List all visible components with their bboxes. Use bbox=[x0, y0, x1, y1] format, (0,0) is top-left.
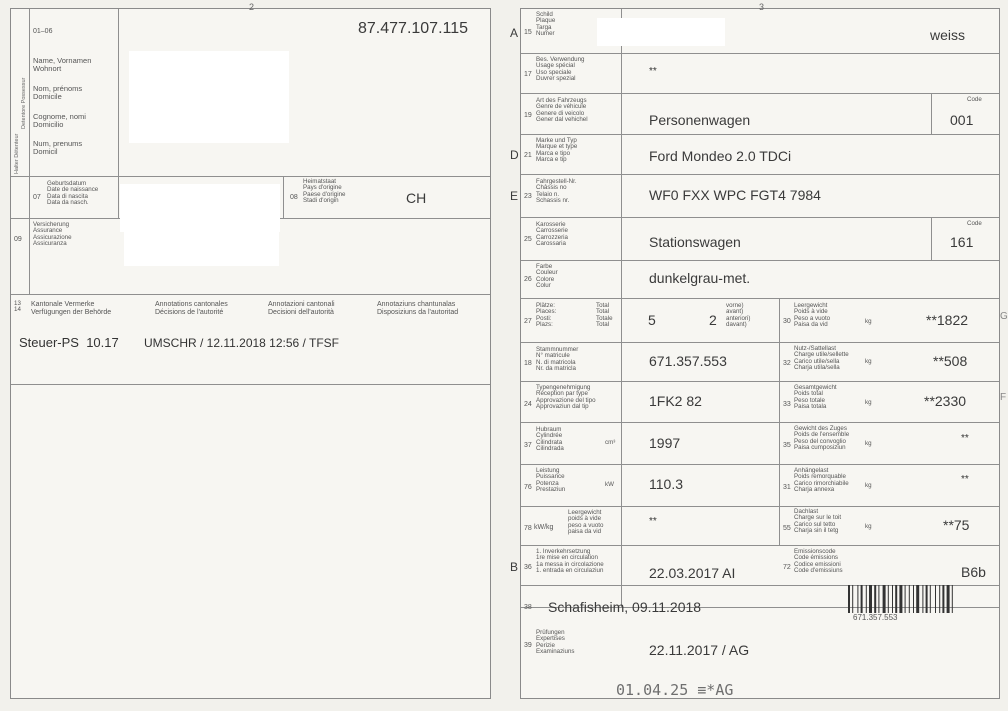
divider bbox=[521, 381, 999, 382]
f39-label: Prüfungen Expertises Perizie Examinaziuns bbox=[536, 629, 575, 656]
f72-value: B6b bbox=[961, 564, 986, 580]
f31-kg: kg bbox=[865, 482, 872, 489]
divider bbox=[779, 298, 780, 545]
f27-label-total: Total Total Totale Total bbox=[596, 302, 613, 329]
f27-value: 5 bbox=[648, 312, 656, 328]
divider bbox=[521, 134, 999, 135]
f55-label: Dachlast Charge sur le toit Carico sul tetto Charja sin il tetg bbox=[794, 508, 842, 535]
f32-num: 32 bbox=[783, 360, 791, 367]
f30-value: **1822 bbox=[926, 312, 969, 328]
f55-num: 55 bbox=[783, 525, 791, 532]
f19-num: 19 bbox=[524, 112, 532, 119]
f19-value: Personenwagen bbox=[649, 112, 751, 128]
field-01-label: 01–06 bbox=[33, 28, 53, 35]
divider bbox=[521, 545, 999, 546]
code-label: Code bbox=[967, 220, 982, 227]
f76-value: 110.3 bbox=[649, 476, 683, 492]
f17-label: Bes. Verwendung Usage spécial Uso speciale Duvrer spezial bbox=[536, 56, 585, 83]
f17-value: ** bbox=[649, 66, 657, 77]
divider bbox=[283, 176, 284, 218]
field-09-num: 09 bbox=[14, 236, 22, 243]
field-08-num: 08 bbox=[290, 194, 298, 201]
f35-kg: kg bbox=[865, 440, 872, 447]
divider bbox=[29, 9, 30, 294]
divider bbox=[521, 506, 999, 507]
holder-side-label: Halter Détenteur bbox=[14, 133, 20, 174]
divider bbox=[931, 217, 932, 260]
f27-front-label: vorne) avant) anteriori) davant) bbox=[726, 302, 751, 329]
f76-label: Leistung Puissance Potenza Prestaziun bbox=[536, 467, 566, 494]
divider bbox=[521, 342, 999, 343]
code-label: Code bbox=[967, 96, 982, 103]
field-07-label: Geburtsdatum Date de naissance Data di nascita Data da nasch. bbox=[47, 180, 99, 207]
redacted-plate bbox=[597, 18, 725, 46]
f26-num: 26 bbox=[524, 276, 532, 283]
f19-code: 001 bbox=[950, 112, 974, 128]
page-number-left: 2 bbox=[249, 2, 255, 12]
f23-value: WF0 FXX WPC FGT4 7984 bbox=[649, 187, 821, 203]
cantonal-header-fr: Annotations cantonales Décisions de l'autorité bbox=[155, 301, 228, 316]
f23-label: Fahrgestell-Nr. Châssis no Telaio n. Schassis nr. bbox=[536, 178, 577, 205]
f32-label: Nutz-/Sattellast Charge utile/sellette Carico utile/sella Charja utila/sella bbox=[794, 345, 849, 372]
f55-value: **75 bbox=[943, 517, 970, 533]
f18-label: Stammnummer N° matricule N. di matricola Nr. da matricla bbox=[536, 346, 579, 373]
divider bbox=[521, 174, 999, 175]
section-letter-d: D bbox=[510, 148, 519, 162]
f25-num: 25 bbox=[524, 236, 532, 243]
right-page bbox=[510, 2, 1000, 699]
barcode bbox=[846, 585, 994, 615]
divider bbox=[521, 93, 999, 94]
f72-num: 72 bbox=[783, 564, 791, 571]
f36-label: 1. Inverkehrsetzung 1re mise en circulation 1a messa in circolazione 1. entrada en circulaziun bbox=[536, 548, 604, 575]
section-letter-a: A bbox=[510, 26, 519, 40]
f24-label: Typengenehmigung Réception par type Approvazione del tipo Approvaziun dal tip bbox=[536, 384, 596, 411]
f27-front-value: 2 bbox=[709, 312, 717, 328]
f78-num: 78 bbox=[524, 525, 532, 532]
f36-value: 22.03.2017 AI bbox=[649, 565, 736, 581]
f33-num: 33 bbox=[783, 401, 791, 408]
f32-kg: kg bbox=[865, 358, 872, 365]
f33-label: Gesamtgewicht Poids total Peso totale Paisa totala bbox=[794, 384, 837, 411]
name-label-de: Name, Vornamen Wohnort bbox=[33, 56, 92, 73]
f31-num: 31 bbox=[783, 484, 791, 491]
redacted-insurance bbox=[124, 220, 279, 266]
cantonal-header-rm: Annotaziuns chantunalas Disposiziuns da l'autoritad bbox=[377, 301, 459, 316]
f38-num: 38 bbox=[524, 604, 532, 611]
f21-num: 21 bbox=[524, 152, 532, 159]
edge-mark-g: G bbox=[1000, 311, 1008, 322]
divider bbox=[521, 53, 999, 54]
divider bbox=[521, 422, 999, 423]
field-13-nums: 13 14 bbox=[14, 300, 21, 314]
field-09-label: Versicherung Assurance Assicurazione Assicuranza bbox=[33, 221, 72, 248]
f37-num: 37 bbox=[524, 442, 532, 449]
f15-label: Schild Plaque Targa Numer bbox=[536, 11, 556, 38]
f35-value: ** bbox=[961, 433, 969, 444]
f31-value: ** bbox=[961, 474, 969, 485]
f26-label: Farbe Couleur Colore Colur bbox=[536, 263, 558, 290]
f27-num: 27 bbox=[524, 318, 532, 325]
divider bbox=[521, 464, 999, 465]
f55-kg: kg bbox=[865, 523, 872, 530]
divider bbox=[118, 9, 119, 219]
f30-kg: kg bbox=[865, 318, 872, 325]
f35-label: Gewicht des Zuges Poids de l'ensemble Peso del convoglio Paisa cumposiziun bbox=[794, 425, 850, 452]
f25-label: Karosserie Carrosserie Carrozzeria Carossaria bbox=[536, 221, 568, 248]
cantonal-header-de: Kantonale Vermerke Verfügungen der Behörde bbox=[31, 301, 112, 316]
field-07-num: 07 bbox=[33, 194, 41, 201]
f78-unit: kW/kg bbox=[534, 524, 554, 531]
barcode-number: 671.357.553 bbox=[853, 613, 898, 622]
f36-num: 36 bbox=[524, 564, 532, 571]
f37-unit: cm³ bbox=[605, 439, 616, 446]
f76-unit: kW bbox=[605, 481, 614, 488]
f24-num: 24 bbox=[524, 401, 532, 408]
divider bbox=[931, 93, 932, 134]
f25-value: Stationswagen bbox=[649, 234, 741, 250]
redacted-name bbox=[129, 51, 289, 143]
f38-value: Schafisheim, 09.11.2018 bbox=[548, 599, 702, 615]
steuer-ps-text: Steuer-PS 10.17 bbox=[19, 335, 119, 350]
f72-label: Emissionscode Code émissions Codice emissioni Code d'emissiuns bbox=[794, 548, 843, 575]
f21-label: Marke und Typ Marque et type Marca e tipo Marca e tip bbox=[536, 137, 578, 164]
umschr-text: UMSCHR / 12.11.2018 12:56 / TFSF bbox=[144, 336, 339, 350]
f39-num: 39 bbox=[524, 642, 532, 649]
f27-label: Plätze: Places: Posti: Plazs: bbox=[536, 302, 557, 329]
divider bbox=[11, 384, 490, 385]
cantonal-header-it: Annotazioni cantonali Decisioni dell'autorità bbox=[268, 301, 335, 316]
f30-num: 30 bbox=[783, 318, 791, 325]
divider bbox=[521, 217, 999, 218]
f18-num: 18 bbox=[524, 360, 532, 367]
f25-code: 161 bbox=[950, 234, 974, 250]
f23-num: 23 bbox=[524, 193, 532, 200]
f15-num: 15 bbox=[524, 29, 532, 36]
f24-value: 1FK2 82 bbox=[649, 393, 702, 409]
divider bbox=[11, 176, 490, 177]
field-08-value: CH bbox=[406, 190, 427, 206]
divider bbox=[621, 9, 622, 607]
divider bbox=[11, 294, 490, 295]
f39-value: 22.11.2017 / AG bbox=[649, 642, 750, 658]
page-number-right: 3 bbox=[759, 2, 765, 12]
f35-num: 35 bbox=[783, 442, 791, 449]
divider bbox=[521, 298, 999, 299]
f32-value: **508 bbox=[933, 353, 968, 369]
field-08-label: Heimatstaat Pays d'origine Paese d'origine Stadi d'origin bbox=[303, 178, 346, 205]
f21-value: Ford Mondeo 2.0 TDCi bbox=[649, 148, 792, 164]
inspection-stamp: 01.04.25 ≡*AG bbox=[616, 681, 734, 699]
f18-value: 671.357.553 bbox=[649, 353, 727, 369]
f37-value: 1997 bbox=[649, 435, 681, 451]
f19-label: Art des Fahrzeugs Genre de véhicule Genere di veicolo Gener dal vehichel bbox=[536, 97, 588, 124]
f17-num: 17 bbox=[524, 71, 532, 78]
f76-num: 76 bbox=[524, 484, 532, 491]
f26-value: dunkelgrau-met. bbox=[649, 270, 751, 286]
section-letter-e: E bbox=[510, 189, 519, 203]
f78-label: Leergewicht poids à vide peso a vuoto paisa da vid bbox=[568, 509, 604, 536]
field-01-value: 87.477.107.115 bbox=[358, 20, 469, 37]
f31-label: Anhängelast Poids remorquable Carico rimorchiabile Charja annexa bbox=[794, 467, 849, 494]
f78-value: ** bbox=[649, 516, 657, 527]
holder-side-label: Detentore Possessur bbox=[21, 77, 27, 129]
f37-label: Hubraum Cylindrée Cilindrata Cilindrada bbox=[536, 426, 564, 453]
edge-mark-f: F bbox=[1000, 392, 1007, 403]
name-label-rm: Num, prenums Domicil bbox=[33, 139, 83, 156]
f30-label: Leergewicht Poids à vide Peso a vuoto Paisa da vid bbox=[794, 302, 831, 329]
left-page bbox=[10, 2, 491, 699]
f15-value: weiss bbox=[930, 27, 966, 43]
section-letter-b: B bbox=[510, 560, 519, 574]
name-label-fr: Nom, prénoms Domicile bbox=[33, 84, 83, 101]
name-label-it: Cognome, nomi Domicilio bbox=[33, 112, 86, 129]
f33-kg: kg bbox=[865, 399, 872, 406]
divider bbox=[521, 260, 999, 261]
f33-value: **2330 bbox=[924, 393, 967, 409]
